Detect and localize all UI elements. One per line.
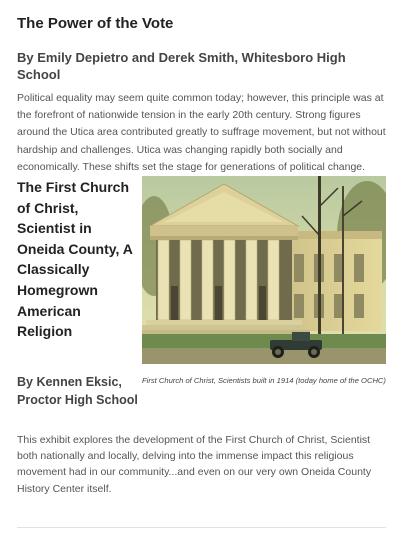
article-title-first-church[interactable]: The First Church of Christ, Scientist in Oneida County, A Classically Homegrown American Religion — [17, 179, 133, 340]
church-illustration — [142, 176, 386, 364]
section-divider — [17, 527, 386, 528]
article-byline-first-church: By Kennen Eksic, Proctor High School — [17, 375, 138, 407]
article-title[interactable]: The Power of the Vote — [17, 15, 174, 32]
photo-caption: First Church of Christ, Scientists built in 1914 (today home of the OCHC) — [142, 376, 386, 385]
article-power-of-the-vote — [17, 14, 389, 176]
article-byline: By Emily Depietro and Derek Smith, Whitesboro High School — [17, 50, 346, 82]
article-description: Political equality may seem quite common today; however, this principle was at the forefront of nationwide tension in the early 20th century. Strong figures around the Utica area contributed greatly to suffrage movement, but not without hardship and challenges. Utica was changing rapidly both socially and economically. These shifts set the stage for generations of political change. — [17, 92, 386, 173]
church-photo — [142, 176, 386, 364]
article-description-first-church: This exhibit explores the development of the First Church of Christ, Scientist both nationally and locally, delving into the immense impact this religious movement had in our community...and even on our very own Oneida County History Center itself. — [17, 434, 372, 495]
